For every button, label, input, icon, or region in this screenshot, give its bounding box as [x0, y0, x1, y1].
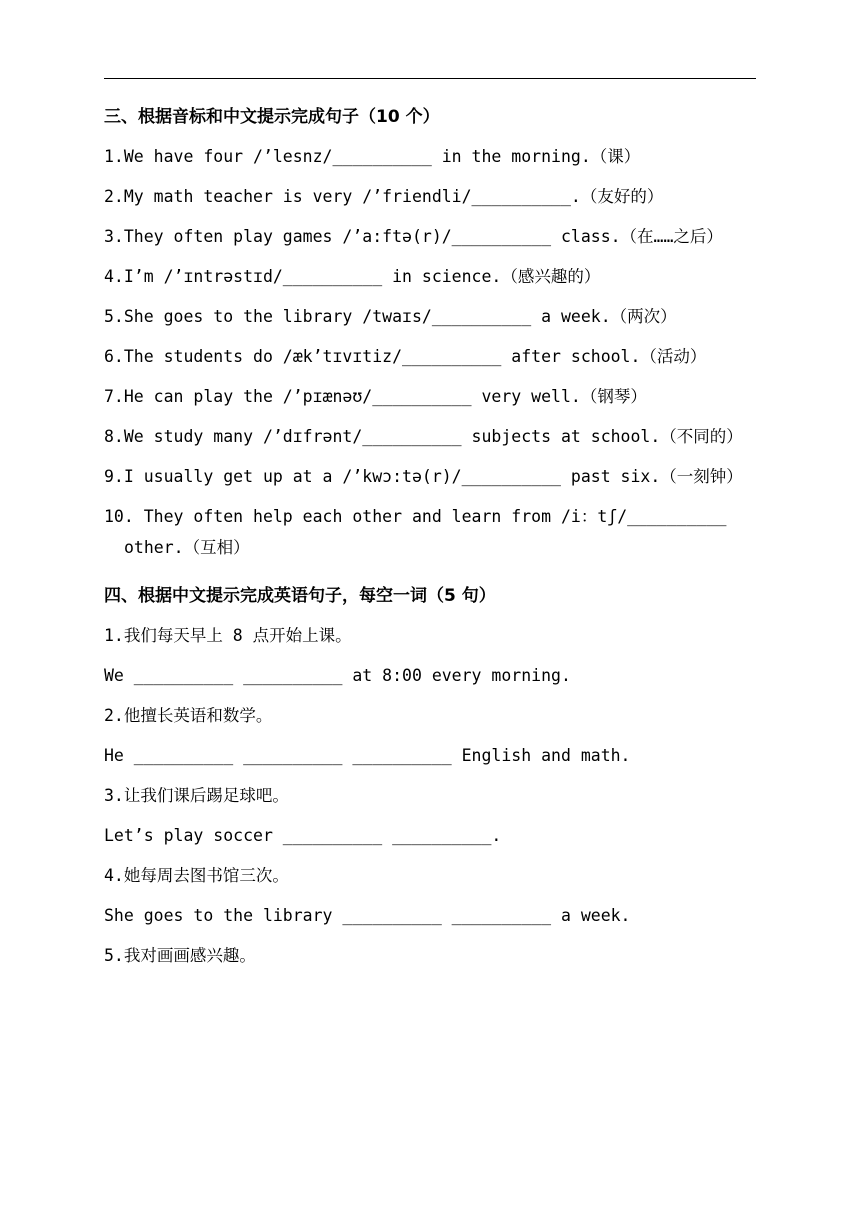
- section3-heading: 三、根据音标和中文提示完成句子（10 个）: [104, 107, 440, 127]
- section3-question-6: 6.The students do /æk’tɪvɪtiz/__________ after school.（活动）: [104, 347, 707, 366]
- section4-prompt-3: 3.让我们课后踢足球吧。: [104, 786, 289, 805]
- section4-prompt-4: 4.她每周去图书馆三次。: [104, 866, 289, 885]
- section4-prompt-2: 2.他擅长英语和数学。: [104, 706, 273, 725]
- section3-question-1: 1.We have four /’lesnz/__________ in the morning.（课）: [104, 147, 641, 166]
- section3-question-9: 9.I usually get up at a /’kwɔ:tə(r)/__________ past six.（一刻钟）: [104, 467, 743, 486]
- worksheet-content: [104, 102, 756, 971]
- section4-answer-1: We __________ __________ at 8:00 every morning.: [104, 666, 571, 685]
- section3-question-8: 8.We study many /’dɪfrənt/__________ subjects at school.（不同的）: [104, 427, 743, 446]
- section3-question-3: 3.They often play games /’a:ftə(r)/__________ class.（在……之后）: [104, 227, 723, 246]
- section3-question-2: 2.My math teacher is very /’friendli/__________.（友好的）: [104, 187, 664, 206]
- section3-question-7: 7.He can play the /’pɪænəʊ/__________ very well.（钢琴）: [104, 387, 647, 406]
- section3-question-10: 10. They often help each other and learn from /i：tʃ/__________ other.（互相）: [104, 507, 727, 557]
- section4-heading: 四、根据中文提示完成英语句子，每空一词（5 句）: [104, 586, 496, 606]
- section4-answer-3: Let’s play soccer __________ __________.: [104, 826, 502, 845]
- header-rule: [104, 78, 756, 79]
- section4-answer-4: She goes to the library __________ __________ a week.: [104, 906, 631, 925]
- section3-question-5: 5.She goes to the library /twaɪs/__________ a week.（两次）: [104, 307, 677, 326]
- section4-prompt-5: 5.我对画画感兴趣。: [104, 946, 256, 965]
- section4-prompt-1: 1.我们每天早上 8 点开始上课。: [104, 626, 352, 645]
- section3-question-4: 4.I’m /’ɪntrəstɪd/__________ in science.（感兴趣的）: [104, 267, 601, 286]
- section4-answer-2: He __________ __________ __________ English and math.: [104, 746, 631, 765]
